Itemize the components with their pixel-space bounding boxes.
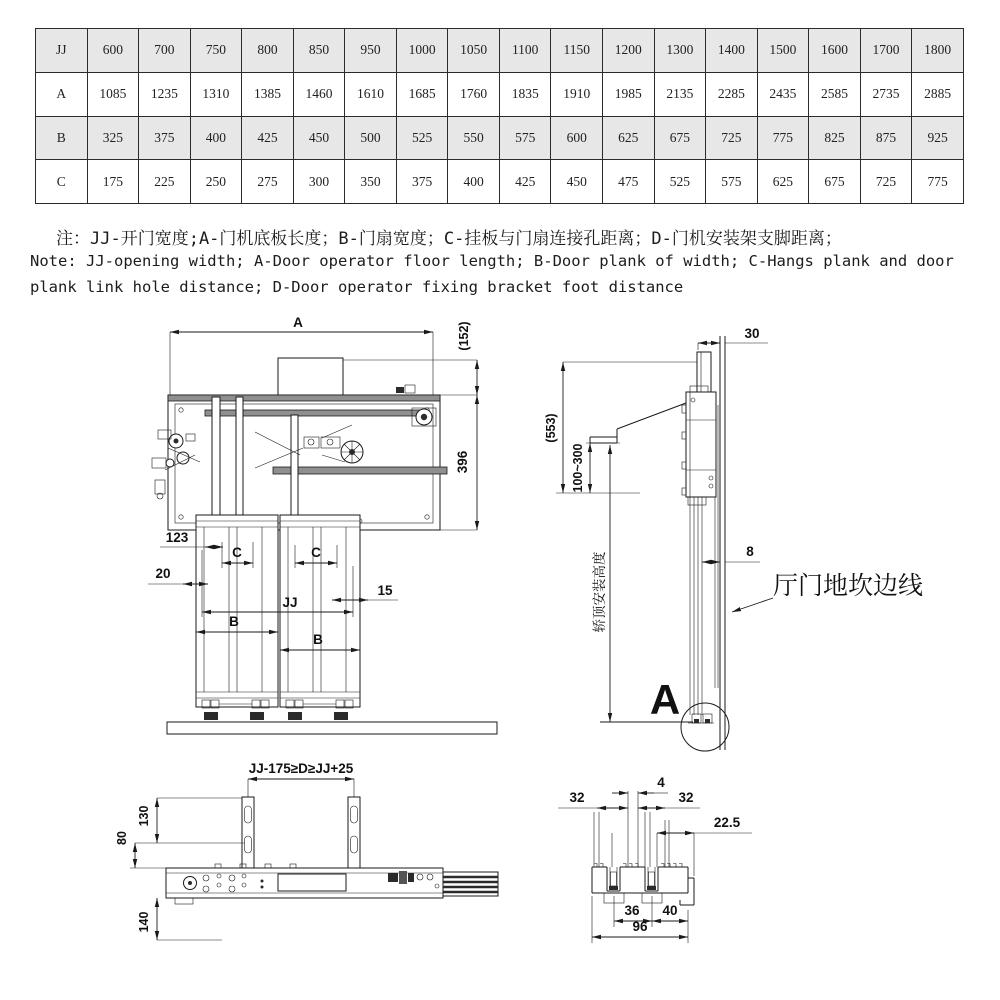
table-cell: 1600 (809, 29, 861, 73)
table-row (36, 160, 964, 204)
sill-edge-line-label: 厅门地坎边线 (773, 571, 924, 600)
table-cell: 775 (912, 160, 964, 204)
technical-drawing (0, 300, 1000, 1000)
table-cell: 2735 (860, 72, 912, 116)
dim-8-label: 8 (746, 544, 754, 559)
dim-80-label: 80 (115, 831, 129, 845)
table-cell: 675 (654, 116, 706, 160)
note-line-english-1: Note: JJ-opening width; A-Door operator floor length; B-Door plank of width; C-Hangs plank and door (30, 252, 954, 270)
dim-b-left-label: B (229, 614, 239, 629)
table-cell: 1700 (860, 29, 912, 73)
dim-553-label: (553) (544, 413, 558, 443)
side-view (544, 326, 923, 751)
dim-32-right-label: 32 (678, 790, 694, 805)
table-cell: 875 (860, 116, 912, 160)
dim-c-right-label: C (311, 545, 321, 560)
table-cell: 500 (345, 116, 397, 160)
table-cell: 1800 (912, 29, 964, 73)
table-cell: 425 (499, 160, 551, 204)
note-line-chinese: 注：JJ-开门宽度;A-门机底板长度；B-门扇宽度；C-挂板与门扇连接孔距离；D-门机安装架支脚距离； (56, 229, 842, 249)
table-cell: 625 (603, 116, 655, 160)
dim-22-5-label: 22.5 (713, 815, 741, 830)
table-cell: 600 (87, 29, 139, 73)
table-cell: 825 (809, 116, 861, 160)
dim-123-label: 123 (165, 530, 189, 545)
table-cell: 175 (87, 160, 139, 204)
table-cell: 1150 (551, 29, 603, 73)
table-cell: 725 (706, 116, 758, 160)
table-cell: 2285 (706, 72, 758, 116)
table-cell: 750 (190, 29, 242, 73)
table-cell: 525 (654, 160, 706, 204)
table-cell: 700 (139, 29, 191, 73)
dim-36-label: 36 (624, 903, 640, 918)
table-cell: 1400 (706, 29, 758, 73)
table-cell: 375 (396, 160, 448, 204)
table-cell: 2135 (654, 72, 706, 116)
table-cell: 1200 (603, 29, 655, 73)
table-cell: 250 (190, 160, 242, 204)
dim-130-label: 130 (137, 805, 151, 827)
table-cell: 1760 (448, 72, 500, 116)
dim-30-label: 30 (744, 326, 760, 341)
table-cell: 675 (809, 160, 861, 204)
table-cell: 850 (293, 29, 345, 73)
table-cell: 575 (706, 160, 758, 204)
sill-detail-view (558, 775, 752, 943)
dim-c-left-label: C (232, 545, 242, 560)
table-cell: 1835 (499, 72, 551, 116)
dim-15-label: 15 (377, 583, 393, 598)
install-height-label: 轿顶安装高度 (592, 551, 608, 633)
table-cell: 1050 (448, 29, 500, 73)
dim-d-range-label: JJ-175≥D≥JJ+25 (248, 761, 354, 776)
table-cell: 1460 (293, 72, 345, 116)
spec-table (35, 28, 964, 204)
dim-b-right-label: B (313, 632, 323, 647)
row-label-c: C (36, 160, 88, 204)
dim-140-label: 140 (137, 911, 151, 933)
table-cell: 2885 (912, 72, 964, 116)
table-cell: 2435 (757, 72, 809, 116)
table-row (36, 116, 964, 160)
dim-32-left-label: 32 (569, 790, 585, 805)
table-cell: 1000 (396, 29, 448, 73)
row-label-b: B (36, 116, 88, 160)
front-view (148, 315, 497, 734)
table-cell: 325 (87, 116, 139, 160)
table-cell: 725 (860, 160, 912, 204)
note-line-english-2: plank link hole distance; D-Door operator fixing bracket foot distance (30, 278, 684, 296)
table-cell: 775 (757, 116, 809, 160)
table-cell: 950 (345, 29, 397, 73)
table-cell: 400 (448, 160, 500, 204)
table-cell: 350 (345, 160, 397, 204)
table-cell: 375 (139, 116, 191, 160)
table-cell: 525 (396, 116, 448, 160)
table-cell: 300 (293, 160, 345, 204)
detail-a-label: A (649, 676, 681, 723)
table-cell: 600 (551, 116, 603, 160)
table-row (36, 72, 964, 116)
table-cell: 1100 (499, 29, 551, 73)
table-cell: 1500 (757, 29, 809, 73)
dim-4-label: 4 (657, 775, 665, 790)
table-cell: 575 (499, 116, 551, 160)
table-cell: 1235 (139, 72, 191, 116)
table-cell: 1685 (396, 72, 448, 116)
table-cell: 2585 (809, 72, 861, 116)
dim-a-label: A (293, 315, 303, 330)
table-cell: 1300 (654, 29, 706, 73)
plan-view (115, 761, 498, 940)
table-cell: 1310 (190, 72, 242, 116)
table-cell: 425 (242, 116, 294, 160)
dim-20-label: 20 (155, 566, 171, 581)
table-cell: 1610 (345, 72, 397, 116)
row-label-jj: JJ (36, 29, 88, 73)
dim-396-label: 396 (455, 450, 470, 474)
table-cell: 450 (293, 116, 345, 160)
dim-96-label: 96 (632, 919, 648, 934)
dim-152-label: (152) (457, 321, 471, 351)
row-label-a: A (36, 72, 88, 116)
dim-jj-label: JJ (282, 595, 298, 610)
table-cell: 1385 (242, 72, 294, 116)
table-cell: 1910 (551, 72, 603, 116)
dim-100-300-label: 100~300 (571, 443, 585, 493)
table-cell: 225 (139, 160, 191, 204)
dim-40-label: 40 (662, 903, 678, 918)
table-cell: 1085 (87, 72, 139, 116)
table-cell: 800 (242, 29, 294, 73)
table-cell: 275 (242, 160, 294, 204)
spec-table-body (36, 29, 964, 204)
table-row (36, 29, 964, 73)
table-cell: 475 (603, 160, 655, 204)
table-cell: 400 (190, 116, 242, 160)
table-cell: 925 (912, 116, 964, 160)
table-cell: 450 (551, 160, 603, 204)
table-cell: 625 (757, 160, 809, 204)
table-cell: 1985 (603, 72, 655, 116)
table-cell: 550 (448, 116, 500, 160)
